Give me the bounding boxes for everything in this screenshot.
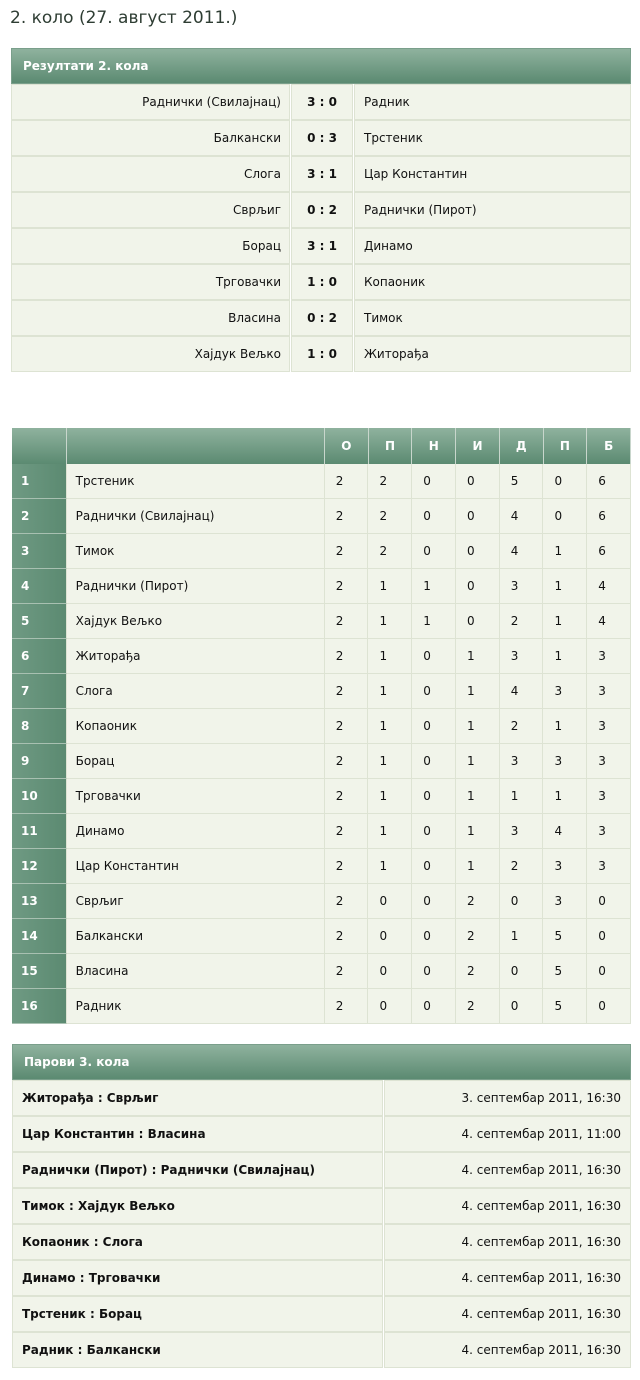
fixture-match: Трстеник : Борац — [12, 1296, 383, 1332]
goals-against: 1 — [543, 569, 587, 604]
fixture-match: Цар Константин : Власина — [12, 1116, 383, 1152]
goals-against: 0 — [543, 499, 587, 534]
away-team: Копаоник — [354, 264, 631, 300]
draws: 0 — [412, 499, 456, 534]
losses: 1 — [456, 709, 500, 744]
standings-row — [12, 954, 631, 989]
goals-for: 4 — [500, 674, 544, 709]
goals-for: 2 — [500, 604, 544, 639]
fixture-date: 4. септембар 2011, 16:30 — [384, 1188, 631, 1224]
fixture-match: Радник : Балкански — [12, 1332, 383, 1368]
draws: 0 — [412, 849, 456, 884]
points: 0 — [587, 989, 631, 1024]
team-name: Копаоник — [67, 709, 325, 744]
goals-against: 1 — [543, 604, 587, 639]
losses: 2 — [456, 919, 500, 954]
result-row — [11, 84, 631, 120]
losses: 2 — [456, 884, 500, 919]
away-team: Тимок — [354, 300, 631, 336]
points: 3 — [587, 814, 631, 849]
result-row — [11, 300, 631, 336]
points: 0 — [587, 954, 631, 989]
standings-header-row — [12, 428, 631, 464]
score: 0 : 3 — [291, 120, 353, 156]
position: 11 — [12, 814, 67, 849]
points: 3 — [587, 639, 631, 674]
goals-for: 5 — [500, 464, 544, 499]
standings-row — [12, 884, 631, 919]
position: 12 — [12, 849, 67, 884]
home-team: Трговачки — [11, 264, 290, 300]
score: 0 : 2 — [291, 192, 353, 228]
goals-against: 0 — [543, 464, 587, 499]
position: 9 — [12, 744, 67, 779]
played: 2 — [325, 954, 369, 989]
standings-row — [12, 779, 631, 814]
score: 3 : 1 — [291, 228, 353, 264]
goals-against: 4 — [543, 814, 587, 849]
goals-for: 0 — [500, 884, 544, 919]
goals-for: 2 — [500, 709, 544, 744]
team-name: Сврљиг — [67, 884, 325, 919]
goals-against: 3 — [543, 849, 587, 884]
results-table — [11, 48, 631, 372]
goals-for: 1 — [500, 779, 544, 814]
result-row — [11, 264, 631, 300]
wins: 2 — [368, 464, 412, 499]
fixtures-header: Парови 3. кола — [12, 1044, 631, 1080]
goals-for: 3 — [500, 569, 544, 604]
header-team — [67, 428, 325, 464]
played: 2 — [325, 779, 369, 814]
losses: 0 — [456, 604, 500, 639]
played: 2 — [325, 919, 369, 954]
wins: 0 — [368, 919, 412, 954]
goals-against: 1 — [543, 709, 587, 744]
fixture-row — [12, 1224, 631, 1260]
draws: 1 — [412, 604, 456, 639]
wins: 1 — [368, 744, 412, 779]
draws: 0 — [412, 919, 456, 954]
team-name: Радник — [67, 989, 325, 1024]
fixture-row — [12, 1260, 631, 1296]
page-title: 2. коло (27. август 2011.) — [10, 8, 238, 28]
team-name: Тимок — [67, 534, 325, 569]
goals-against: 5 — [543, 989, 587, 1024]
wins: 0 — [368, 954, 412, 989]
standings-row — [12, 674, 631, 709]
position: 4 — [12, 569, 67, 604]
home-team: Власина — [11, 300, 290, 336]
goals-for: 0 — [500, 954, 544, 989]
points: 4 — [587, 569, 631, 604]
header-col-b: Б — [587, 428, 631, 464]
losses: 1 — [456, 639, 500, 674]
fixture-date: 3. септембар 2011, 16:30 — [384, 1080, 631, 1116]
played: 2 — [325, 744, 369, 779]
played: 2 — [325, 639, 369, 674]
team-name: Житорађа — [67, 639, 325, 674]
wins: 1 — [368, 779, 412, 814]
result-row — [11, 120, 631, 156]
losses: 0 — [456, 464, 500, 499]
played: 2 — [325, 604, 369, 639]
played: 2 — [325, 534, 369, 569]
team-name: Борац — [67, 744, 325, 779]
draws: 0 — [412, 884, 456, 919]
position: 1 — [12, 464, 67, 499]
home-team: Раднички (Свилајнац) — [11, 84, 290, 120]
standings-row — [12, 814, 631, 849]
fixture-row — [12, 1296, 631, 1332]
fixture-date: 4. септембар 2011, 16:30 — [384, 1332, 631, 1368]
goals-against: 1 — [543, 779, 587, 814]
team-name: Слога — [67, 674, 325, 709]
losses: 1 — [456, 849, 500, 884]
draws: 0 — [412, 989, 456, 1024]
wins: 0 — [368, 884, 412, 919]
away-team: Радник — [354, 84, 631, 120]
results-header: Резултати 2. кола — [11, 48, 631, 84]
away-team: Раднички (Пирот) — [354, 192, 631, 228]
played: 2 — [325, 674, 369, 709]
position: 8 — [12, 709, 67, 744]
losses: 0 — [456, 569, 500, 604]
team-name: Трговачки — [67, 779, 325, 814]
losses: 0 — [456, 534, 500, 569]
position: 5 — [12, 604, 67, 639]
wins: 0 — [368, 989, 412, 1024]
standings-row — [12, 604, 631, 639]
team-name: Динамо — [67, 814, 325, 849]
points: 0 — [587, 884, 631, 919]
points: 0 — [587, 919, 631, 954]
home-team: Слога — [11, 156, 290, 192]
score: 1 : 0 — [291, 264, 353, 300]
played: 2 — [325, 569, 369, 604]
header-col-pg: П — [544, 428, 588, 464]
goals-for: 4 — [500, 499, 544, 534]
result-row — [11, 156, 631, 192]
position: 14 — [12, 919, 67, 954]
points: 3 — [587, 849, 631, 884]
fixture-match: Копаоник : Слога — [12, 1224, 383, 1260]
wins: 1 — [368, 639, 412, 674]
draws: 0 — [412, 709, 456, 744]
score: 0 : 2 — [291, 300, 353, 336]
away-team: Житорађа — [354, 336, 631, 372]
wins: 2 — [368, 534, 412, 569]
goals-against: 1 — [543, 534, 587, 569]
losses: 1 — [456, 744, 500, 779]
losses: 0 — [456, 499, 500, 534]
header-col-o: О — [325, 428, 369, 464]
position: 15 — [12, 954, 67, 989]
played: 2 — [325, 464, 369, 499]
fixture-row — [12, 1116, 631, 1152]
position: 2 — [12, 499, 67, 534]
points: 6 — [587, 464, 631, 499]
fixture-row — [12, 1080, 631, 1116]
points: 3 — [587, 674, 631, 709]
team-name: Раднички (Свилајнац) — [67, 499, 325, 534]
wins: 1 — [368, 849, 412, 884]
team-name: Балкански — [67, 919, 325, 954]
away-team: Цар Константин — [354, 156, 631, 192]
losses: 2 — [456, 954, 500, 989]
home-team: Сврљиг — [11, 192, 290, 228]
goals-against: 3 — [543, 744, 587, 779]
fixture-match: Динамо : Трговачки — [12, 1260, 383, 1296]
team-name: Хајдук Вељко — [67, 604, 325, 639]
score: 3 : 0 — [291, 84, 353, 120]
fixture-row — [12, 1188, 631, 1224]
away-team: Динамо — [354, 228, 631, 264]
standings-row — [12, 534, 631, 569]
score: 3 : 1 — [291, 156, 353, 192]
wins: 1 — [368, 674, 412, 709]
goals-against: 1 — [543, 639, 587, 674]
goals-against: 5 — [543, 954, 587, 989]
wins: 1 — [368, 814, 412, 849]
position: 10 — [12, 779, 67, 814]
home-team: Хајдук Вељко — [11, 336, 290, 372]
goals-for: 3 — [500, 814, 544, 849]
goals-for: 1 — [500, 919, 544, 954]
standings-table — [12, 428, 631, 1024]
away-team: Трстеник — [354, 120, 631, 156]
draws: 0 — [412, 954, 456, 989]
header-col-p: П — [369, 428, 413, 464]
standings-row — [12, 989, 631, 1024]
played: 2 — [325, 884, 369, 919]
team-name: Раднички (Пирот) — [67, 569, 325, 604]
standings-row — [12, 849, 631, 884]
header-col-i: И — [456, 428, 500, 464]
standings-row — [12, 919, 631, 954]
losses: 1 — [456, 814, 500, 849]
result-row — [11, 192, 631, 228]
fixture-date: 4. септембар 2011, 16:30 — [384, 1224, 631, 1260]
draws: 0 — [412, 744, 456, 779]
position: 3 — [12, 534, 67, 569]
points: 3 — [587, 744, 631, 779]
fixture-date: 4. септембар 2011, 11:00 — [384, 1116, 631, 1152]
played: 2 — [325, 499, 369, 534]
fixture-date: 4. септембар 2011, 16:30 — [384, 1296, 631, 1332]
points: 6 — [587, 499, 631, 534]
position: 16 — [12, 989, 67, 1024]
goals-against: 3 — [543, 674, 587, 709]
fixture-row — [12, 1332, 631, 1368]
played: 2 — [325, 709, 369, 744]
draws: 0 — [412, 464, 456, 499]
losses: 1 — [456, 674, 500, 709]
standings-row — [12, 464, 631, 499]
header-col-n: Н — [412, 428, 456, 464]
result-row — [11, 228, 631, 264]
fixtures-table — [12, 1044, 631, 1368]
draws: 1 — [412, 569, 456, 604]
draws: 0 — [412, 534, 456, 569]
fixture-date: 4. септембар 2011, 16:30 — [384, 1260, 631, 1296]
standings-row — [12, 639, 631, 674]
goals-for: 3 — [500, 639, 544, 674]
fixture-match: Житорађа : Сврљиг — [12, 1080, 383, 1116]
played: 2 — [325, 989, 369, 1024]
fixtures-body — [12, 1080, 631, 1368]
points: 6 — [587, 534, 631, 569]
fixture-date: 4. септембар 2011, 16:30 — [384, 1152, 631, 1188]
losses: 1 — [456, 779, 500, 814]
points: 3 — [587, 709, 631, 744]
draws: 0 — [412, 639, 456, 674]
goals-for: 0 — [500, 989, 544, 1024]
header-col-d: Д — [500, 428, 544, 464]
home-team: Борац — [11, 228, 290, 264]
played: 2 — [325, 814, 369, 849]
goals-against: 5 — [543, 919, 587, 954]
standings-row — [12, 499, 631, 534]
wins: 1 — [368, 604, 412, 639]
fixture-row — [12, 1152, 631, 1188]
team-name: Трстеник — [67, 464, 325, 499]
position: 7 — [12, 674, 67, 709]
standings-row — [12, 744, 631, 779]
score: 1 : 0 — [291, 336, 353, 372]
fixture-match: Раднички (Пирот) : Раднички (Свилајнац) — [12, 1152, 383, 1188]
home-team: Балкански — [11, 120, 290, 156]
wins: 1 — [368, 709, 412, 744]
standings-row — [12, 569, 631, 604]
fixture-match: Тимок : Хајдук Вељко — [12, 1188, 383, 1224]
goals-for: 3 — [500, 744, 544, 779]
position: 13 — [12, 884, 67, 919]
played: 2 — [325, 849, 369, 884]
wins: 1 — [368, 569, 412, 604]
team-name: Цар Константин — [67, 849, 325, 884]
draws: 0 — [412, 814, 456, 849]
results-body — [11, 84, 631, 372]
team-name: Власина — [67, 954, 325, 989]
points: 3 — [587, 779, 631, 814]
goals-for: 2 — [500, 849, 544, 884]
header-position — [12, 428, 67, 464]
draws: 0 — [412, 674, 456, 709]
position: 6 — [12, 639, 67, 674]
points: 4 — [587, 604, 631, 639]
goals-against: 3 — [543, 884, 587, 919]
draws: 0 — [412, 779, 456, 814]
wins: 2 — [368, 499, 412, 534]
standings-row — [12, 709, 631, 744]
result-row — [11, 336, 631, 372]
goals-for: 4 — [500, 534, 544, 569]
losses: 2 — [456, 989, 500, 1024]
standings-body — [12, 464, 631, 1024]
